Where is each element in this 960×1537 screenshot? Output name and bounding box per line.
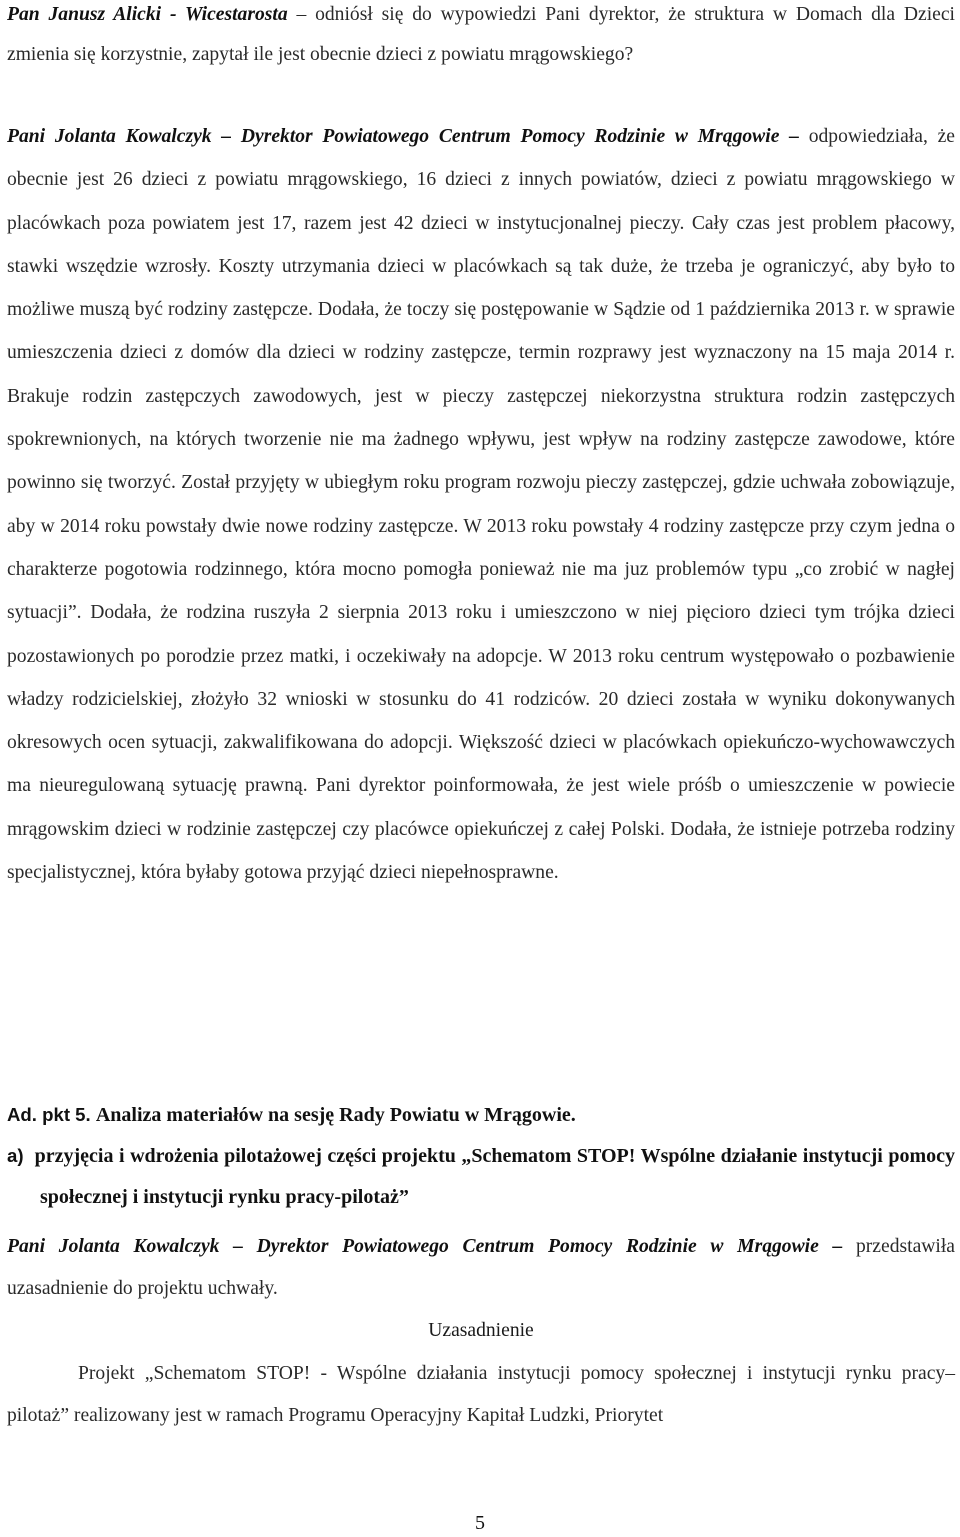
agenda-section: [7, 1095, 955, 1218]
paragraph-text: przedstawiła uzasadnienie do projektu uchwały.: [7, 1236, 955, 1299]
agenda-subitem-letter: a): [7, 1145, 24, 1166]
justification-heading: Uzasadnienie: [428, 1320, 534, 1341]
paragraph-justification: Projekt „Schematom STOP! - Wspólne działania instytucji pomocy społecznej i instytucji rynku pracy– pilotaż” realizowany jest w ramach Programu Operacyjny Kapitał Ludzki, Priorytet: [7, 1363, 955, 1426]
speaker-name: Pan Janusz Alicki - Wicestarosta: [7, 4, 288, 25]
paragraph-kowalczyk-answer: [7, 115, 955, 894]
paragraph-text: – odniósł się do wypowiedzi Pani dyrektor, że struktura w Domach dla Dzieci zmienia się korzystnie, zapytał ile jest obecnie dzieci z powiatu mrągowskiego?: [7, 4, 955, 65]
paragraph-alicki-question: [7, 0, 955, 75]
page-number: 5: [475, 1512, 485, 1534]
speaker-name: Pani Jolanta Kowalczyk – Dyrektor Powiatowego Centrum Pomocy Rodzinie w Mrągowie –: [7, 1236, 843, 1257]
speaker-name: Pani Jolanta Kowalczyk – Dyrektor Powiatowego Centrum Pomocy Rodzinie w Mrągowie –: [7, 126, 799, 147]
agenda-subitem-text: przyjęcia i wdrożenia pilotażowej części projektu „Schematom STOP! Wspólne działanie instytucji pomocy społecznej i instytucji rynku pracy-pilotaż”: [34, 1145, 955, 1208]
agenda-subitem: [7, 1135, 955, 1218]
paragraph-kowalczyk-presentation: [7, 1226, 955, 1310]
agenda-point-prefix: Ad. pkt 5.: [7, 1104, 91, 1125]
paragraph-text: odpowiedziała, że obecnie jest 26 dzieci z powiatu mrągowskiego, 16 dzieci z innych powiatów, dzieci z powiatu mrągowskiego w placówkach poza powiatem jest 17, razem jest 42 dzieci w instytucjonalnej pieczy. Cały czas jest problem płacowy, stawki wszędzie wzrosły. Koszty utrzymania dzieci w placówkach są tak duże, że trzeba je ograniczyć, aby było to możliwe muszą być rodziny zastępcze. Dodała, że toczy się postępowanie w Sądzie od 1 października 2013 r. w sprawie umieszczenia dzieci z domów dla dzieci w rodziny zastępcze, termin rozprawy jest wyznaczony na 15 maja 2014 r. Brakuje rodzin zastępczych zawodowych, jest w pieczy zastępczej niekorzystna struktura rodzin zastępczych spokrewnionych, na których tworzenie nie ma żadnego wpływu, jest wpływ na rodziny zastępcze zawodowe, które powinno się tworzyć. Został przyjęty w ubiegłym roku program rozwoju pieczy zastępczej, gdzie uchwała zobowiązuje, aby w 2014 roku powstały dwie nowe rodziny zastępcze. W 2013 roku powstały 4 rodziny zastępcze przy czym jedna o charakterze pogotowia rodzinnego, która mocno pomogła ponieważ nie ma juz problemów typu „co zrobić w nagłej sytuacji”. Dodała, że rodzina ruszyła 2 sierpnia 2013 roku i umieszczono w niej pięcioro dzieci tym trójka dzieci pozostawionych po porodzie przez matki, i oczekiwały na adopcje. W 2013 roku centrum występowało o pozbawienie władzy rodzicielskiej, złożyło 32 wnioski w stosunku do 41 rodziców. 20 dzieci została w wyniku dokonywanych okresowych ocen sytuacji, zakwalifikowana do adopcji. Większość dzieci w placówkach opiekuńczo-wychowawczych ma nieuregulowaną sytuację prawną. Pani dyrektor poinformowała, że jest wiele próśb o umieszczenie w powiecie mrągowskim dzieci w rodzinie zastępczej czy placówce opiekuńczej z całej Polski. Dodała, że istnieje potrzeba rodziny specjalistycznej, która byłaby gotowa przyjąć dzieci niepełnosprawne.: [7, 126, 955, 884]
agenda-point-title: Analiza materiałów na sesję Rady Powiatu w Mrągowie.: [95, 1104, 576, 1126]
agenda-point-heading: [7, 1095, 955, 1135]
